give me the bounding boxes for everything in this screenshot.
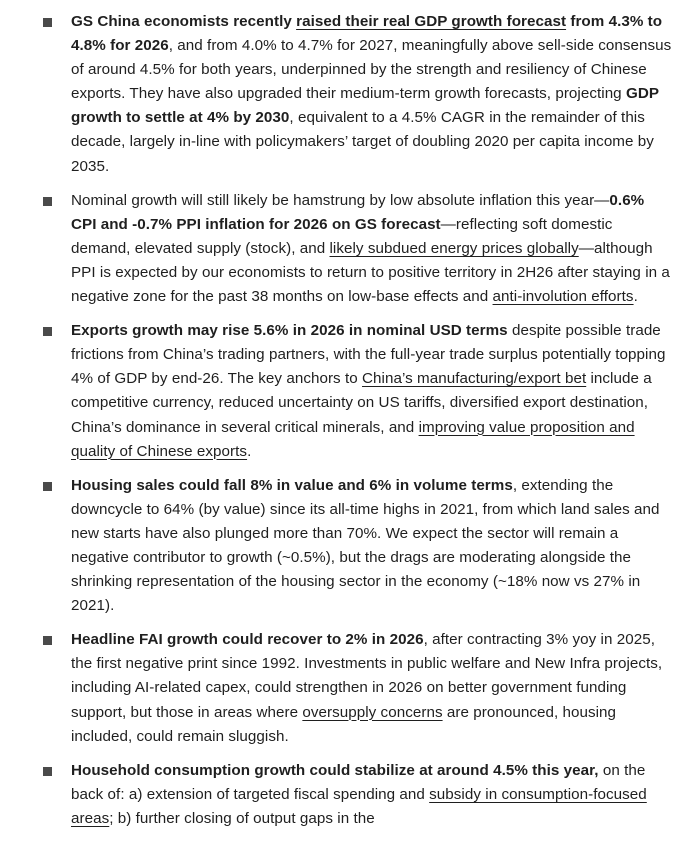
export-quality-link[interactable]: improving value proposition and quality of Chinese exports — [71, 418, 635, 460]
manufacturing-export-link[interactable]: China’s manufacturing/export bet — [362, 370, 587, 388]
fai-tail-text: are pronounced, housing included, could remain sluggish. — [71, 703, 617, 745]
gdp-tail-text: , equivalent to a 4.5% CAGR in the remainder of this decade, largely in-line with policymakers’ target of doubling 2020 per capita income by 2035. — [71, 109, 654, 175]
bullet-list — [0, 10, 687, 831]
fai-headline: Headline FAI growth could recover to 2% in 2026 — [71, 631, 424, 649]
bullet-exports — [0, 319, 687, 464]
exports-period: . — [247, 442, 252, 460]
gdp-2026-range: from 4.3% to 4.8% for 2026 — [71, 13, 663, 55]
square-bullet-icon — [43, 18, 52, 27]
gdp-2030-target: GDP growth to settle at 4% by 2030 — [71, 85, 659, 127]
inflation-body-text: —reflecting soft domestic demand, elevated supply (stock), and — [71, 215, 613, 257]
inflation-forecast: 0.6% CPI and -0.7% PPI inflation for 2026 on GS forecast — [71, 191, 645, 233]
bullet-housing — [0, 474, 687, 619]
bullet-gdp-forecast — [0, 10, 687, 179]
document-body — [0, 10, 687, 841]
gdp-forecast-link[interactable]: raised their real GDP growth forecast — [296, 13, 567, 30]
exports-body-text: despite possible trade frictions from China’s trading partners, with the full-year trade surplus potentially topping 4% of GDP by end-26. The key anchors to — [71, 322, 666, 388]
inflation-period: . — [633, 288, 638, 306]
bullet-consumption — [0, 759, 687, 831]
square-bullet-icon — [43, 482, 52, 491]
gdp-body-text: , and from 4.0% to 4.7% for 2027, meaningfully above sell-side consensus of around 4.5% for both years, underpinned by the strength and resiliency of Chinese exports. They have also upgraded their medium-term growth forecasts, projecting — [71, 37, 672, 103]
square-bullet-icon — [43, 327, 52, 336]
bullet-inflation — [0, 189, 687, 309]
inflation-intro-text: Nominal growth will still likely be hamstrung by low absolute inflation this year— — [71, 191, 610, 209]
exports-headline: Exports growth may rise 5.6% in 2026 in nominal USD terms — [71, 322, 508, 340]
consumption-body-text: on the back of: a) extension of targeted fiscal spending and — [71, 761, 646, 803]
gdp-headline: GS China economists recently — [71, 13, 297, 30]
anti-involution-link[interactable]: anti-involution efforts — [492, 288, 634, 306]
oversupply-concerns-link[interactable]: oversupply concerns — [302, 703, 443, 721]
square-bullet-icon — [43, 767, 52, 776]
energy-prices-link[interactable]: likely subdued energy prices globally — [329, 239, 579, 257]
housing-body-text: , extending the downcycle to 64% (by value) since its all-time highs in 2021, from which land sales and new starts have also plunged more than 70%. We expect the sector will remain a negative contributor to growth (~0.5%), but the drags are moderating alongside the shrinking representation of the housing sector in the economy (~18% now vs 27% in 2021). — [71, 476, 660, 615]
housing-headline: Housing sales could fall 8% in value and 6% in volume terms — [71, 476, 513, 494]
consumption-tail-text: ; b) further closing of output gaps in the — [109, 809, 375, 827]
consumption-headline: Household consumption growth could stabilize at around 4.5% this year, — [71, 761, 599, 779]
square-bullet-icon — [43, 636, 52, 645]
square-bullet-icon — [43, 197, 52, 206]
inflation-ppi-text: —although PPI is expected by our economists to return to positive territory in 2H26 after staying in a negative zone for the past 38 months on low-base effects and — [71, 239, 670, 306]
bullet-fai — [0, 628, 687, 748]
fai-body-text: , after contracting 3% yoy in 2025, the first negative print since 1992. Investments in public welfare and New Infra projects, including AI-related capex, could strengthen in 2026 on better government funding support, but those in areas where — [71, 631, 663, 721]
consumption-subsidy-link[interactable]: subsidy in consumption-focused areas — [71, 785, 647, 827]
exports-anchors-text: include a competitive currency, reduced uncertainty on US tariffs, diversified export destination, China’s dominance in several critical minerals, and — [71, 370, 652, 436]
